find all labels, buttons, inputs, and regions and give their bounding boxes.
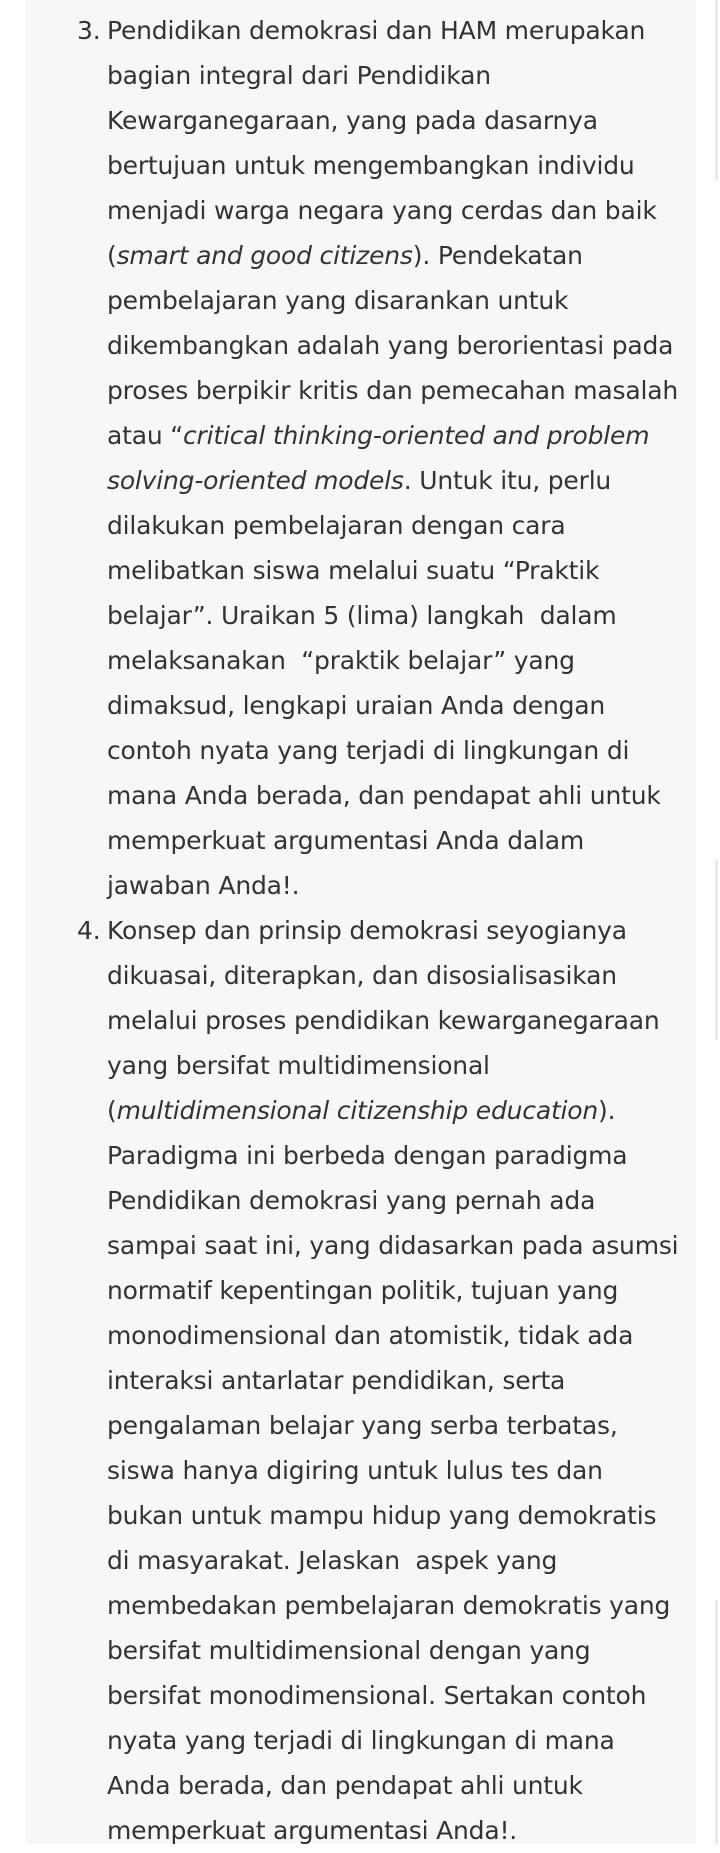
question-text: Konsep dan prinsip demokrasi seyogianya dikuasai, diterapkan, dan disosialisasikan melalui proses pendidikan kewarganegaraan yang bersifat multidimensional (	[107, 916, 668, 1125]
scrollbar-segment[interactable]	[715, 0, 718, 180]
content-panel	[26, 0, 696, 1844]
scrollbar-segment[interactable]	[715, 860, 718, 1040]
italic-term: critical thinking-oriented and problem solving-oriented models	[107, 421, 658, 495]
question-text: Pendidikan demokrasi dan HAM merupakan bagian integral dari Pendidikan Kewarganegaraan, yang pada dasarnya bertujuan untuk mengembangkan individu menjadi warga negara yang cerdas dan baik (	[107, 16, 665, 270]
question-number: 3.	[77, 16, 101, 45]
question-list	[26, 8, 696, 1853]
italic-term: multidimensional citizenship education	[116, 1096, 599, 1125]
question-item-4	[26, 908, 696, 1853]
question-text: ). Pendekatan pembelajaran yang disarankan untuk dikembangkan adalah yang berorientasi pada proses berpikir kritis dan pemecahan masalah atau “	[107, 241, 686, 450]
question-number: 4.	[77, 916, 101, 945]
question-text: . Untuk itu, perlu dilakukan pembelajaran dengan cara melibatkan siswa melalui suatu “Praktik belajar”. Uraikan 5 (lima) langkah dalam melaksanakan “praktik belajar” yang dimaksud, lengkapi uraian Anda dengan contoh nyata yang terjadi di lingkungan di mana Anda berada, dan pendapat ahli untuk memperkuat argumentasi Anda dalam jawaban Anda!.	[107, 466, 669, 900]
italic-term: smart and good citizens	[116, 241, 413, 270]
question-text: ). Paradigma ini berbeda dengan paradigma Pendidikan demokrasi yang pernah ada sampai saat ini, yang didasarkan pada asumsi normatif kepentingan politik, tujuan yang monodimensional dan atomistik, tidak ada interaksi antarlatar pendidikan, serta pengalaman belajar yang serba terbatas, siswa hanya digiring untuk lulus tes dan bukan untuk mampu hidup yang demokratis di masyarakat. Jelaskan aspek yang membedakan pembelajaran demokratis yang bersifat multidimensional dengan yang bersifat monodimensional. Sertakan contoh nyata yang terjadi di lingkungan di mana Anda berada, dan pendapat ahli untuk memperkuat argumentasi Anda!.	[107, 1096, 687, 1845]
scrollbar-segment[interactable]	[715, 1600, 718, 1844]
scrollbar[interactable]	[715, 0, 720, 1844]
question-item-3	[26, 8, 696, 908]
